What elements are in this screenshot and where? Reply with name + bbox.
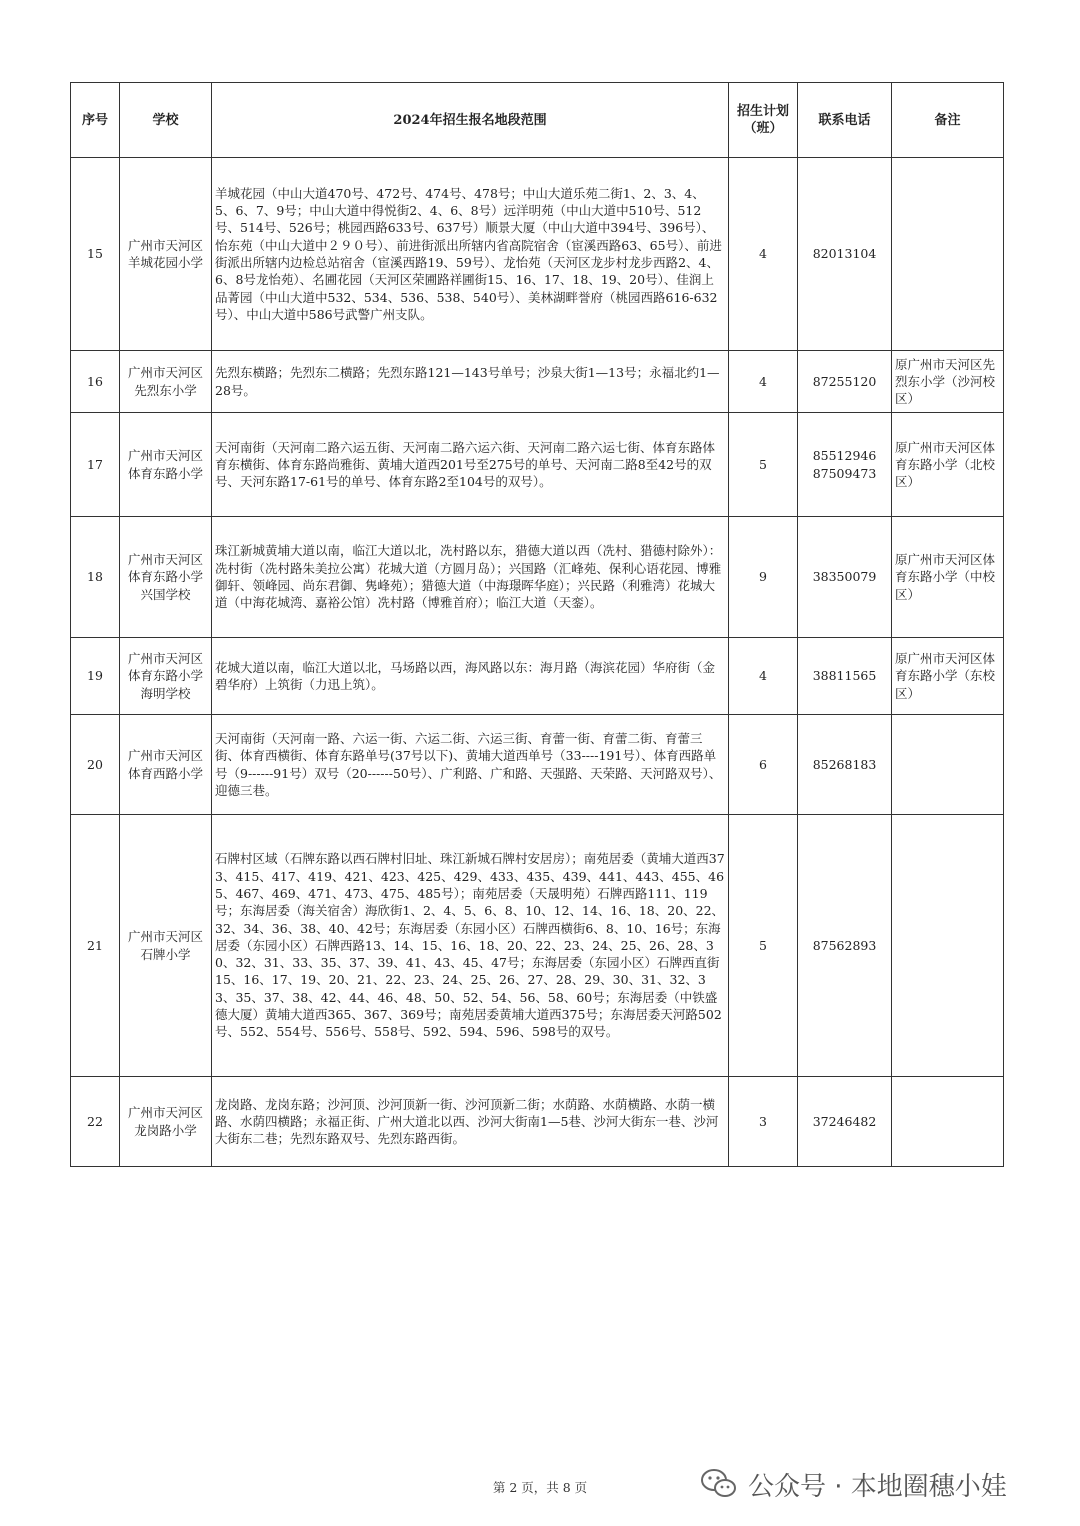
row-note xyxy=(892,715,1004,815)
row-note xyxy=(892,815,1004,1077)
table-header-row xyxy=(71,83,1004,158)
row-school: 广州市天河区石牌小学 xyxy=(120,815,212,1077)
row-number: 20 xyxy=(71,715,120,815)
table-row xyxy=(71,158,1004,351)
row-range: 天河南街（天河南二路六运五街、天河南二路六运六街、天河南二路六运七街、体育东路体育东横街、体育东路尚雅街、黄埔大道西201号至275号的单号、天河南二路8至42号的双号、天河东路17-61号的单号、体育东路2至104号的双号）。 xyxy=(212,413,729,517)
row-number: 19 xyxy=(71,638,120,715)
page-number: 第 2 页，共 8 页 xyxy=(492,1480,588,1495)
table-row xyxy=(71,715,1004,815)
watermark xyxy=(700,1464,1007,1504)
table-row xyxy=(71,815,1004,1077)
header-school: 学校 xyxy=(120,83,212,158)
enrollment-table xyxy=(70,82,1004,1167)
table-row xyxy=(71,413,1004,517)
row-phone: 82013104 xyxy=(798,158,892,351)
table-row xyxy=(71,351,1004,413)
row-range: 先烈东横路；先烈东二横路；先烈东路121—143号单号；沙泉大街1—13号；永福北约1—28号。 xyxy=(212,351,729,413)
row-plan: 6 xyxy=(729,715,798,815)
row-range: 龙岗路、龙岗东路；沙河顶、沙河顶新一街、沙河顶新二街；水荫路、水荫横路、水荫一横路、水荫四横路；永福正街、广州大道北以西、沙河大街南1—5巷、沙河大街东一巷、沙河大街东二巷；先烈东路双号、先烈东路西街。 xyxy=(212,1077,729,1167)
row-number: 18 xyxy=(71,517,120,638)
row-number: 15 xyxy=(71,158,120,351)
row-school: 广州市天河区羊城花园小学 xyxy=(120,158,212,351)
row-note: 原广州市天河区先烈东小学（沙河校区） xyxy=(892,351,1004,413)
row-phone: 87562893 xyxy=(798,815,892,1077)
row-note: 原广州市天河区体育东路小学（东校区） xyxy=(892,638,1004,715)
row-phone: 38350079 xyxy=(798,517,892,638)
wechat-icon xyxy=(700,1468,738,1500)
row-range: 石牌村区域（石牌东路以西石牌村旧址、珠江新城石牌村安居房）；南苑居委（黄埔大道西373、415、417、419、421、423、425、429、433、435、439、441、443、455、465、467、469、471、473、475、485号）；南苑居委（天晟明苑）石牌西路111、119号；东海居委（海关宿舍）海欣街1、2、4、5、6、8、10、12、14、16、18、20、22、32、34、36、38、40、42号；东海居委（东园小区）石牌西横街6、8、10、16号；东海居委（东园小区）石牌西路13、14、15、16、18、20、22、23、24、25、26、28、30、32、31、33、35、37、39、41、43、45、47号；东海居委（东园小区）石牌西直街15、16、17、19、20、21、22、23、24、25、26、27、28、29、30、31、32、33、35、37、38、42、44、46、48、50、52、54、56、58、60号；东海居委（中铁盛德大厦）黄埔大道西365、367、369号；南苑居委黄埔大道西375号；东海居委天河路502号、552、554号、556号、558号、592、594、596、598号的双号。 xyxy=(212,815,729,1077)
row-range: 天河南街（天河南一路、六运一街、六运二街、六运三街、育蕾一街、育蕾二街、育蕾三街、体育西横街、体育东路单号(37号以下)、黄埔大道西单号（33----191号）、体育西路单号（9------91号）双号（20------50号）、广利路、广和路、天强路、天荣路、天河路双号）、迎德三巷。 xyxy=(212,715,729,815)
row-number: 21 xyxy=(71,815,120,1077)
row-plan: 4 xyxy=(729,158,798,351)
row-note xyxy=(892,158,1004,351)
watermark-text: 公众号 · 本地圈穗小娃 xyxy=(748,1471,1007,1502)
row-phone: 37246482 xyxy=(798,1077,892,1167)
row-phone: 85512946 87509473 xyxy=(798,413,892,517)
row-range: 羊城花园（中山大道470号、472号、474号、478号；中山大道乐苑二街1、2、3、4、5、6、7、9号；中山大道中得悦街2、4、6、8号）远洋明苑（中山大道中510号、512号、514号、526号；桃园西路633号、637号）顺景大厦（中山大道中394号、396号）、怡东苑（中山大道中２９０号）、前进街派出所辖内省高院宿舍（宦溪西路63、65号）、前进街派出所辖内边检总站宿舍（宦溪西路19、59号）、龙怡苑（天河区龙步村龙步西路2、4、6、8号龙怡苑）、名圃花园（天河区荣圃路祥圃街15、16、17、18、19、20号）、佳润上品菁园（中山大道中532、534、536、538、540号）、美林湖畔誉府（桃园西路616-632号）、中山大道中586号武警广州支队。 xyxy=(212,158,729,351)
row-plan: 3 xyxy=(729,1077,798,1167)
table-row xyxy=(71,638,1004,715)
row-school: 广州市天河区龙岗路小学 xyxy=(120,1077,212,1167)
header-phone: 联系电话 xyxy=(798,83,892,158)
row-number: 17 xyxy=(71,413,120,517)
row-plan: 4 xyxy=(729,638,798,715)
row-school: 广州市天河区先烈东小学 xyxy=(120,351,212,413)
row-number: 22 xyxy=(71,1077,120,1167)
row-school: 广州市天河区体育西路小学 xyxy=(120,715,212,815)
row-range: 珠江新城黄埔大道以南，临江大道以北，冼村路以东，猎德大道以西（冼村、猎德村除外）：冼村街（冼村路朱美拉公寓）花城大道（方圆月岛）；兴国路（汇峰苑、保利心语花园、博雅御轩、领峰园、尚东君御、隽峰苑）；猎德大道（中海璟晖华庭）；兴民路（利雅湾）花城大道（中海花城湾、嘉裕公馆）冼村路（博雅首府）；临江大道（天銮）。 xyxy=(212,517,729,638)
row-phone: 87255120 xyxy=(798,351,892,413)
row-plan: 5 xyxy=(729,413,798,517)
row-school: 广州市天河区体育东路小学 xyxy=(120,413,212,517)
row-range: 花城大道以南，临江大道以北，马场路以西，海风路以东：海月路（海滨花园）华府街（金碧华府）上筑街（力迅上筑）。 xyxy=(212,638,729,715)
row-plan: 9 xyxy=(729,517,798,638)
header-num: 序号 xyxy=(71,83,120,158)
row-school: 广州市天河区体育东路小学海明学校 xyxy=(120,638,212,715)
table-row xyxy=(71,517,1004,638)
row-note: 原广州市天河区体育东路小学（北校区） xyxy=(892,413,1004,517)
row-plan: 4 xyxy=(729,351,798,413)
row-plan: 5 xyxy=(729,815,798,1077)
header-note: 备注 xyxy=(892,83,1004,158)
row-phone: 38811565 xyxy=(798,638,892,715)
row-number: 16 xyxy=(71,351,120,413)
table-row xyxy=(71,1077,1004,1167)
header-range: 2024年招生报名地段范围 xyxy=(212,83,729,158)
row-note xyxy=(892,1077,1004,1167)
header-plan: 招生计划（班） xyxy=(729,83,798,158)
row-school: 广州市天河区体育东路小学兴国学校 xyxy=(120,517,212,638)
row-phone: 85268183 xyxy=(798,715,892,815)
row-note: 原广州市天河区体育东路小学（中校区） xyxy=(892,517,1004,638)
